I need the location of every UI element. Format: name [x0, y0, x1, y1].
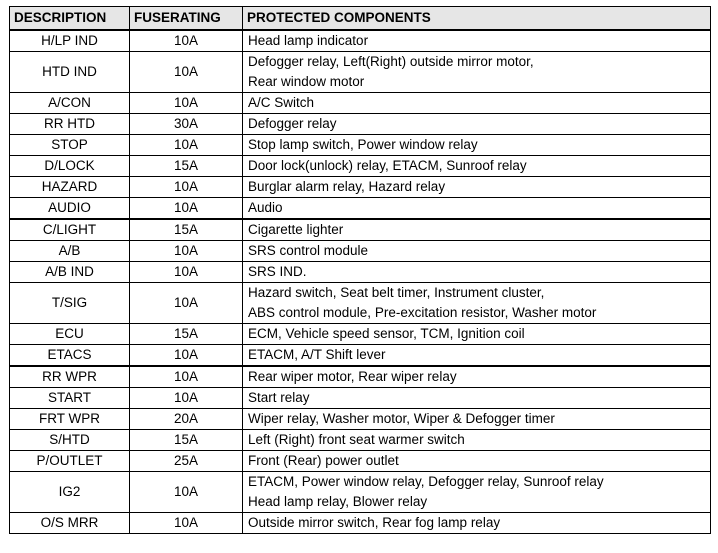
table-row: [10, 114, 711, 135]
fuse-rating: 10A: [130, 241, 243, 262]
fuse-rating: 10A: [130, 388, 243, 409]
table-row: [10, 177, 711, 198]
fuse-rating: 15A: [130, 219, 243, 241]
fuse-description: C/LIGHT: [10, 219, 130, 241]
fuse-description: H/LP IND: [10, 30, 130, 52]
fuse-rating: 10A: [130, 135, 243, 156]
table-row: [10, 156, 711, 177]
component-line: A/C Switch: [248, 95, 315, 110]
fuse-description: A/B IND: [10, 262, 130, 283]
component-line: Stop lamp switch, Power window relay: [248, 137, 478, 152]
component-line: ECM, Vehicle speed sensor, TCM, Ignition coil: [248, 326, 525, 341]
fuse-rating: 15A: [130, 324, 243, 345]
fuse-description: A/CON: [10, 93, 130, 114]
table-row: [10, 30, 711, 52]
fuse-rating: 10A: [130, 283, 243, 324]
protected-components: [243, 366, 711, 388]
protected-components: [243, 430, 711, 451]
fuse-description: AUDIO: [10, 198, 130, 220]
fuse-rating: 25A: [130, 451, 243, 472]
protected-components: [243, 451, 711, 472]
protected-components: [243, 219, 711, 241]
protected-components: [243, 114, 711, 135]
fuse-rating: 30A: [130, 114, 243, 135]
fuse-description: IG2: [10, 472, 130, 513]
fuse-description: P/OUTLET: [10, 451, 130, 472]
component-line: Wiper relay, Washer motor, Wiper & Defogger timer: [248, 411, 555, 426]
protected-components: [243, 156, 711, 177]
protected-components: [243, 409, 711, 430]
fuse-description: ECU: [10, 324, 130, 345]
table-row: [10, 262, 711, 283]
header-row: [10, 7, 711, 31]
fuse-description: HTD IND: [10, 52, 130, 93]
protected-components: [243, 324, 711, 345]
fuse-rating: 10A: [130, 198, 243, 220]
table-row: [10, 472, 711, 513]
protected-components: [243, 135, 711, 156]
fuse-rating: 15A: [130, 430, 243, 451]
fuse-description: RR HTD: [10, 114, 130, 135]
table-row: [10, 135, 711, 156]
header-description: DESCRIPTION: [10, 7, 130, 31]
component-line: Audio: [248, 200, 283, 215]
component-line: Defogger relay, Left(Right) outside mirror motor,: [248, 54, 534, 69]
fuse-description: T/SIG: [10, 283, 130, 324]
fuse-rating: 10A: [130, 472, 243, 513]
table-row: [10, 409, 711, 430]
component-line: Head lamp indicator: [248, 33, 369, 48]
fuse-rating: 20A: [130, 409, 243, 430]
component-line: ETACM, A/T Shift lever: [248, 347, 386, 362]
fuse-description: START: [10, 388, 130, 409]
protected-components: [243, 388, 711, 409]
component-line: Left (Right) front seat warmer switch: [248, 432, 465, 447]
protected-components: [243, 345, 711, 367]
fuse-description: STOP: [10, 135, 130, 156]
protected-components: [243, 241, 711, 262]
fuse-rating: 10A: [130, 30, 243, 52]
protected-components: [243, 93, 711, 114]
fuse-description: D/LOCK: [10, 156, 130, 177]
protected-components: [243, 30, 711, 52]
table-row: [10, 451, 711, 472]
table-row: [10, 52, 711, 93]
component-line: ABS control module, Pre-excitation resistor, Washer motor: [248, 305, 597, 320]
table-row: [10, 345, 711, 367]
table-row: [10, 388, 711, 409]
fuse-description: RR WPR: [10, 366, 130, 388]
fuse-description: FRT WPR: [10, 409, 130, 430]
fuse-rating: 15A: [130, 156, 243, 177]
component-line: Rear wiper motor, Rear wiper relay: [248, 369, 457, 384]
table-row: [10, 366, 711, 388]
table-row: [10, 283, 711, 324]
component-line: SRS control module: [248, 243, 369, 258]
table-row: [10, 241, 711, 262]
fuse-table-body: [10, 30, 711, 534]
fuse-description: A/B: [10, 241, 130, 262]
component-line: ETACM, Power window relay, Defogger relay, Sunroof relay: [248, 474, 604, 489]
protected-components: [243, 283, 711, 324]
fuse-rating: 10A: [130, 513, 243, 534]
protected-components: [243, 198, 711, 220]
fuse-rating: 10A: [130, 93, 243, 114]
fuse-rating: 10A: [130, 177, 243, 198]
protected-components: [243, 262, 711, 283]
component-line: Head lamp relay, Blower relay: [248, 494, 428, 509]
fuse-description: O/S MRR: [10, 513, 130, 534]
component-line: SRS IND.: [248, 264, 307, 279]
component-line: Front (Rear) power outlet: [248, 453, 399, 468]
component-line: Outside mirror switch, Rear fog lamp relay: [248, 515, 501, 530]
table-row: [10, 93, 711, 114]
table-row: [10, 324, 711, 345]
protected-components: [243, 472, 711, 513]
component-line: Hazard switch, Seat belt timer, Instrument cluster,: [248, 285, 545, 300]
table-row: [10, 430, 711, 451]
fuse-description: HAZARD: [10, 177, 130, 198]
component-line: Rear window motor: [248, 74, 365, 89]
component-line: Door lock(unlock) relay, ETACM, Sunroof relay: [248, 158, 527, 173]
fuse-rating: 10A: [130, 262, 243, 283]
protected-components: [243, 513, 711, 534]
header-fuserating: FUSERATING: [130, 7, 243, 31]
table-row: [10, 198, 711, 220]
fuse-table: [9, 6, 711, 534]
fuse-description: ETACS: [10, 345, 130, 367]
fuse-rating: 10A: [130, 52, 243, 93]
component-line: Defogger relay: [248, 116, 337, 131]
fuse-rating: 10A: [130, 366, 243, 388]
component-line: Start relay: [248, 390, 310, 405]
table-row: [10, 219, 711, 241]
fuse-rating: 10A: [130, 345, 243, 367]
protected-components: [243, 52, 711, 93]
table-row: [10, 513, 711, 534]
fuse-description: S/HTD: [10, 430, 130, 451]
component-line: Burglar alarm relay, Hazard relay: [248, 179, 446, 194]
header-protected-components: PROTECTED COMPONENTS: [243, 7, 711, 31]
component-line: Cigarette lighter: [248, 222, 344, 237]
protected-components: [243, 177, 711, 198]
